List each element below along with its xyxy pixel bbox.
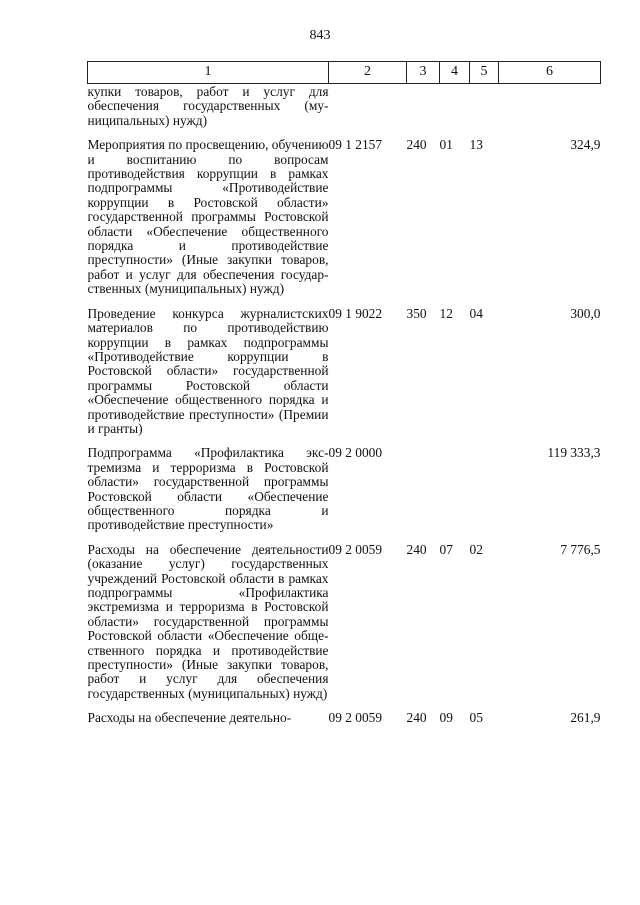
row-rz: 09 xyxy=(439,710,453,726)
row-vr: 350 xyxy=(406,305,427,321)
header-col-3: 3 xyxy=(407,62,440,84)
row-pr: 02 xyxy=(469,541,483,557)
row-name: Расходы на обеспечение деятельности (оказание услуг) государственных учреждений Ростовской области в рамках подпрограммы «Профилактика экстремизма и терроризма в Ростовской области» государственной программы Ростовской области «Обеспечение общественного порядка и противодействие преступности» (Иные закупки товаров, работ и услуг для обеспечения государственных (муниципальных) нужд) xyxy=(87,541,329,701)
row-sum: 261,9 xyxy=(570,710,601,726)
header-col-5: 5 xyxy=(470,62,499,84)
row-csr: 09 2 0059 xyxy=(328,710,383,726)
row-sum: 7 776,5 xyxy=(560,541,601,557)
row-pr: 05 xyxy=(469,710,483,726)
row-sum: 300,0 xyxy=(570,305,601,321)
row-vr xyxy=(407,446,440,542)
table-row xyxy=(88,138,601,306)
table-row xyxy=(88,543,601,711)
continued-text: купки товаров, работ и услуг для обеспечения государственных (муниципальных) нужд) xyxy=(87,84,329,128)
table-header xyxy=(88,62,601,84)
row-name: Проведение конкурса журналистских материалов по противодействию коррупции в рамках подпрограммы «Противодействие коррупции в Ростовской области» государственной программы Ростовской области «Обеспечение общественного порядка и противодействие преступности» (Премии и гранты) xyxy=(87,305,329,436)
row-rz: 12 xyxy=(439,305,453,321)
row-csr: 09 2 0059 xyxy=(328,541,383,557)
row-csr: 09 2 0000 xyxy=(328,445,383,461)
row-rz: 07 xyxy=(439,541,453,557)
table-row xyxy=(88,446,601,542)
row-rz: 01 xyxy=(439,137,453,153)
row-csr: 09 1 2157 xyxy=(328,137,383,153)
header-col-1: 1 xyxy=(88,62,329,84)
row-pr: 04 xyxy=(469,305,483,321)
budget-table xyxy=(87,61,601,736)
table-row xyxy=(88,711,601,735)
row-name: Расходы на обеспечение деятельно- xyxy=(87,710,292,726)
row-vr: 240 xyxy=(406,710,427,726)
row-pr: 13 xyxy=(469,137,483,153)
row-name: Мероприятия по просвещению, обучению и воспитанию по вопросам противодействия коррупции в рамках подпрограммы «Противодействие коррупции в Ростовской области» государственной программы Ростовской области «Обеспечение общественного порядка и противодействие преступности» (Иные закупки товаров, работ и услуг для обеспечения государственных (муниципальных) нужд) xyxy=(87,137,329,297)
row-sum: 119 333,3 xyxy=(547,445,601,461)
row-csr: 09 1 9022 xyxy=(328,305,383,321)
header-col-6: 6 xyxy=(499,62,601,84)
row-vr: 240 xyxy=(406,541,427,557)
row-name: Подпрограмма «Профилактика экстремизма и терроризма в Ростовской области» государственной программы Ростовской области «Обеспечение общественного порядка и противодействие преступности» xyxy=(87,445,329,533)
page-number: 843 xyxy=(309,28,331,43)
continued-row xyxy=(88,84,601,139)
header-col-2: 2 xyxy=(329,62,407,84)
row-pr xyxy=(470,446,499,542)
row-sum: 324,9 xyxy=(570,137,601,153)
row-rz xyxy=(440,446,470,542)
header-col-4: 4 xyxy=(440,62,470,84)
table-row xyxy=(88,307,601,447)
row-vr: 240 xyxy=(406,137,427,153)
